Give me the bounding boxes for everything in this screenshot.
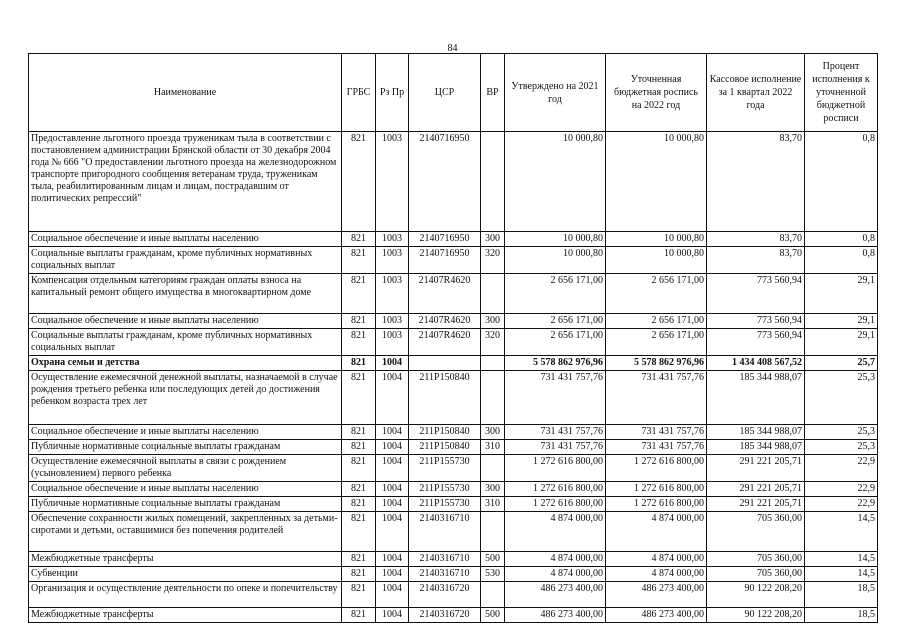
cell-csr: 211P155730 [409, 497, 481, 512]
table-row [29, 371, 878, 425]
cell-approved: 10 000,80 [505, 132, 606, 232]
cell-cash: 1 434 408 567,52 [707, 356, 805, 371]
cell-name: Организация и осуществление деятельности по опеке и попечительству [29, 582, 342, 608]
cell-cash: 83,70 [707, 232, 805, 247]
cell-grbs: 821 [342, 425, 376, 440]
cell-vr [481, 356, 505, 371]
cell-cash: 773 560,94 [707, 329, 805, 356]
cell-refined: 1 272 616 800,00 [606, 497, 707, 512]
cell-rz-pr: 1004 [376, 497, 409, 512]
cell-percent: 29,1 [805, 329, 878, 356]
cell-rz-pr: 1004 [376, 371, 409, 425]
cell-cash: 83,70 [707, 247, 805, 274]
cell-approved: 2 656 171,00 [505, 314, 606, 329]
cell-percent: 14,5 [805, 567, 878, 582]
table-row [29, 497, 878, 512]
cell-csr [409, 356, 481, 371]
cell-refined: 4 874 000,00 [606, 567, 707, 582]
cell-vr [481, 371, 505, 425]
cell-percent: 14,5 [805, 552, 878, 567]
cell-cash: 90 122 208,20 [707, 608, 805, 623]
cell-percent: 14,5 [805, 512, 878, 552]
cell-approved: 486 273 400,00 [505, 582, 606, 608]
cell-rz-pr: 1004 [376, 552, 409, 567]
cell-name: Социальные выплаты гражданам, кроме публичных нормативных социальных выплат [29, 247, 342, 274]
cell-grbs: 821 [342, 274, 376, 314]
cell-name: Обеспечение сохранности жилых помещений, закрепленных за детьми-сиротами и детьми, оставшимися без попечения родителей [29, 512, 342, 552]
cell-rz-pr: 1003 [376, 314, 409, 329]
cell-grbs: 821 [342, 582, 376, 608]
cell-csr: 2140316720 [409, 582, 481, 608]
cell-vr: 310 [481, 497, 505, 512]
cell-name: Социальное обеспечение и иные выплаты населению [29, 425, 342, 440]
cell-rz-pr: 1004 [376, 582, 409, 608]
cell-grbs: 821 [342, 482, 376, 497]
cell-csr: 211P150840 [409, 425, 481, 440]
cell-name: Межбюджетные трансферты [29, 608, 342, 623]
cell-rz-pr: 1004 [376, 356, 409, 371]
cell-cash: 291 221 205,71 [707, 482, 805, 497]
cell-vr: 300 [481, 314, 505, 329]
cell-name: Субвенции [29, 567, 342, 582]
cell-csr: 211P150840 [409, 371, 481, 425]
cell-cash: 185 344 988,07 [707, 425, 805, 440]
cell-approved: 2 656 171,00 [505, 329, 606, 356]
cell-cash: 773 560,94 [707, 274, 805, 314]
cell-percent: 22,9 [805, 497, 878, 512]
cell-approved: 10 000,80 [505, 232, 606, 247]
cell-name: Социальное обеспечение и иные выплаты населению [29, 482, 342, 497]
cell-vr: 320 [481, 247, 505, 274]
cell-name: Публичные нормативные социальные выплаты гражданам [29, 497, 342, 512]
cell-grbs: 821 [342, 314, 376, 329]
cell-csr: 211P155730 [409, 455, 481, 482]
cell-percent: 0,8 [805, 232, 878, 247]
table-row [29, 232, 878, 247]
cell-rz-pr: 1003 [376, 274, 409, 314]
cell-vr [481, 582, 505, 608]
cell-cash: 773 560,94 [707, 314, 805, 329]
cell-refined: 486 273 400,00 [606, 608, 707, 623]
cell-name: Социальное обеспечение и иные выплаты населению [29, 314, 342, 329]
cell-percent: 18,5 [805, 582, 878, 608]
cell-rz-pr: 1004 [376, 440, 409, 455]
cell-grbs: 821 [342, 247, 376, 274]
table-header-row [29, 54, 878, 132]
cell-csr: 21407R4620 [409, 329, 481, 356]
cell-grbs: 821 [342, 329, 376, 356]
cell-refined: 1 272 616 800,00 [606, 482, 707, 497]
cell-refined: 486 273 400,00 [606, 582, 707, 608]
cell-rz-pr: 1003 [376, 247, 409, 274]
header-percent: Процент исполнения к уточненной бюджетной росписи [805, 54, 878, 132]
cell-cash: 185 344 988,07 [707, 440, 805, 455]
cell-vr: 300 [481, 232, 505, 247]
cell-cash: 291 221 205,71 [707, 455, 805, 482]
table-row [29, 274, 878, 314]
cell-refined: 731 431 757,76 [606, 440, 707, 455]
cell-percent: 25,3 [805, 440, 878, 455]
cell-refined: 10 000,80 [606, 232, 707, 247]
cell-grbs: 821 [342, 132, 376, 232]
cell-percent: 0,8 [805, 247, 878, 274]
header-cash-q1-2022: Кассовое исполнение за 1 квартал 2022 года [707, 54, 805, 132]
cell-vr: 300 [481, 482, 505, 497]
header-approved-2021: Утверждено на 2021 год [505, 54, 606, 132]
table-row [29, 582, 878, 608]
cell-name: Охрана семьи и детства [29, 356, 342, 371]
cell-rz-pr: 1004 [376, 455, 409, 482]
header-vr: ВР [481, 54, 505, 132]
cell-percent: 22,9 [805, 482, 878, 497]
cell-refined: 5 578 862 976,96 [606, 356, 707, 371]
cell-csr: 2140716950 [409, 132, 481, 232]
cell-refined: 1 272 616 800,00 [606, 455, 707, 482]
header-csr: ЦСР [409, 54, 481, 132]
cell-csr: 2140716950 [409, 232, 481, 247]
cell-name: Осуществление ежемесячной денежной выплаты, назначаемой в случае рождения третьего ребенка или последующих детей до достижения ребенком возраста трех лет [29, 371, 342, 425]
cell-vr: 320 [481, 329, 505, 356]
table-row [29, 440, 878, 455]
cell-vr: 530 [481, 567, 505, 582]
table-row [29, 512, 878, 552]
table-row [29, 608, 878, 623]
cell-name: Предоставление льготного проезда труженикам тыла в соответствии с постановлением администрации Брянской области от 30 декабря 2004 года № 666 "О предоставлении льготного проезда на железнодорожном транспорте пригородного сообщения ветеранам труда, труженикам тыла, реабилитированным лицам и лицам, пострадавшим от политических репрессий" [29, 132, 342, 232]
table-row [29, 132, 878, 232]
cell-approved: 4 874 000,00 [505, 567, 606, 582]
cell-vr: 300 [481, 425, 505, 440]
cell-approved: 4 874 000,00 [505, 552, 606, 567]
cell-approved: 1 272 616 800,00 [505, 497, 606, 512]
cell-grbs: 821 [342, 455, 376, 482]
cell-percent: 25,3 [805, 371, 878, 425]
cell-csr: 2140316720 [409, 608, 481, 623]
cell-csr: 2140316710 [409, 552, 481, 567]
cell-rz-pr: 1004 [376, 482, 409, 497]
cell-name: Социальные выплаты гражданам, кроме публичных нормативных социальных выплат [29, 329, 342, 356]
cell-cash: 90 122 208,20 [707, 582, 805, 608]
cell-approved: 4 874 000,00 [505, 512, 606, 552]
cell-rz-pr: 1003 [376, 329, 409, 356]
cell-vr [481, 512, 505, 552]
cell-name: Публичные нормативные социальные выплаты гражданам [29, 440, 342, 455]
cell-approved: 5 578 862 976,96 [505, 356, 606, 371]
cell-rz-pr: 1004 [376, 425, 409, 440]
cell-percent: 29,1 [805, 314, 878, 329]
cell-grbs: 821 [342, 371, 376, 425]
cell-grbs: 821 [342, 567, 376, 582]
table-row [29, 482, 878, 497]
header-rz-pr: Рз Пр [376, 54, 409, 132]
cell-refined: 731 431 757,76 [606, 371, 707, 425]
cell-approved: 731 431 757,76 [505, 425, 606, 440]
cell-vr [481, 274, 505, 314]
cell-percent: 0,8 [805, 132, 878, 232]
table-row [29, 567, 878, 582]
cell-vr: 500 [481, 608, 505, 623]
cell-percent: 25,7 [805, 356, 878, 371]
cell-refined: 2 656 171,00 [606, 274, 707, 314]
cell-csr: 21407R4620 [409, 274, 481, 314]
cell-approved: 1 272 616 800,00 [505, 455, 606, 482]
cell-grbs: 821 [342, 232, 376, 247]
cell-csr: 2140716950 [409, 247, 481, 274]
cell-percent: 25,3 [805, 425, 878, 440]
cell-grbs: 821 [342, 552, 376, 567]
table-body [29, 132, 878, 623]
cell-rz-pr: 1004 [376, 567, 409, 582]
cell-approved: 731 431 757,76 [505, 440, 606, 455]
cell-approved: 10 000,80 [505, 247, 606, 274]
cell-grbs: 821 [342, 440, 376, 455]
table-row [29, 425, 878, 440]
cell-refined: 10 000,80 [606, 247, 707, 274]
cell-vr: 310 [481, 440, 505, 455]
cell-cash: 185 344 988,07 [707, 371, 805, 425]
cell-rz-pr: 1004 [376, 608, 409, 623]
cell-percent: 29,1 [805, 274, 878, 314]
cell-cash: 705 360,00 [707, 567, 805, 582]
cell-approved: 1 272 616 800,00 [505, 482, 606, 497]
header-refined-2022: Уточненная бюджетная роспись на 2022 год [606, 54, 707, 132]
cell-name: Осуществление ежемесячной выплаты в связи с рождением (усыновлением) первого ребенка [29, 455, 342, 482]
header-name: Наименование [29, 54, 342, 132]
cell-vr: 500 [481, 552, 505, 567]
cell-cash: 83,70 [707, 132, 805, 232]
table-row [29, 455, 878, 482]
cell-rz-pr: 1003 [376, 232, 409, 247]
cell-approved: 731 431 757,76 [505, 371, 606, 425]
cell-refined: 4 874 000,00 [606, 552, 707, 567]
cell-grbs: 821 [342, 608, 376, 623]
page-number: 84 [447, 43, 458, 54]
cell-csr: 211P150840 [409, 440, 481, 455]
cell-csr: 2140316710 [409, 567, 481, 582]
cell-percent: 22,9 [805, 455, 878, 482]
cell-refined: 10 000,80 [606, 132, 707, 232]
cell-name: Межбюджетные трансферты [29, 552, 342, 567]
cell-cash: 705 360,00 [707, 512, 805, 552]
budget-execution-table [28, 53, 878, 623]
cell-refined: 2 656 171,00 [606, 314, 707, 329]
header-grbs: ГРБС [342, 54, 376, 132]
cell-refined: 2 656 171,00 [606, 329, 707, 356]
cell-csr: 21407R4620 [409, 314, 481, 329]
cell-refined: 4 874 000,00 [606, 512, 707, 552]
cell-cash: 291 221 205,71 [707, 497, 805, 512]
table-row [29, 314, 878, 329]
cell-csr: 211P155730 [409, 482, 481, 497]
cell-rz-pr: 1003 [376, 132, 409, 232]
table-row [29, 356, 878, 371]
cell-vr [481, 455, 505, 482]
cell-name: Компенсация отдельным категориям граждан оплаты взноса на капитальный ремонт общего имущества в многоквартирном доме [29, 274, 342, 314]
cell-cash: 705 360,00 [707, 552, 805, 567]
cell-approved: 2 656 171,00 [505, 274, 606, 314]
cell-grbs: 821 [342, 356, 376, 371]
cell-grbs: 821 [342, 512, 376, 552]
table-row [29, 329, 878, 356]
table-row [29, 247, 878, 274]
cell-vr [481, 132, 505, 232]
cell-name: Социальное обеспечение и иные выплаты населению [29, 232, 342, 247]
cell-rz-pr: 1004 [376, 512, 409, 552]
cell-approved: 486 273 400,00 [505, 608, 606, 623]
table-row [29, 552, 878, 567]
cell-csr: 2140316710 [409, 512, 481, 552]
cell-percent: 18,5 [805, 608, 878, 623]
cell-grbs: 821 [342, 497, 376, 512]
cell-refined: 731 431 757,76 [606, 425, 707, 440]
